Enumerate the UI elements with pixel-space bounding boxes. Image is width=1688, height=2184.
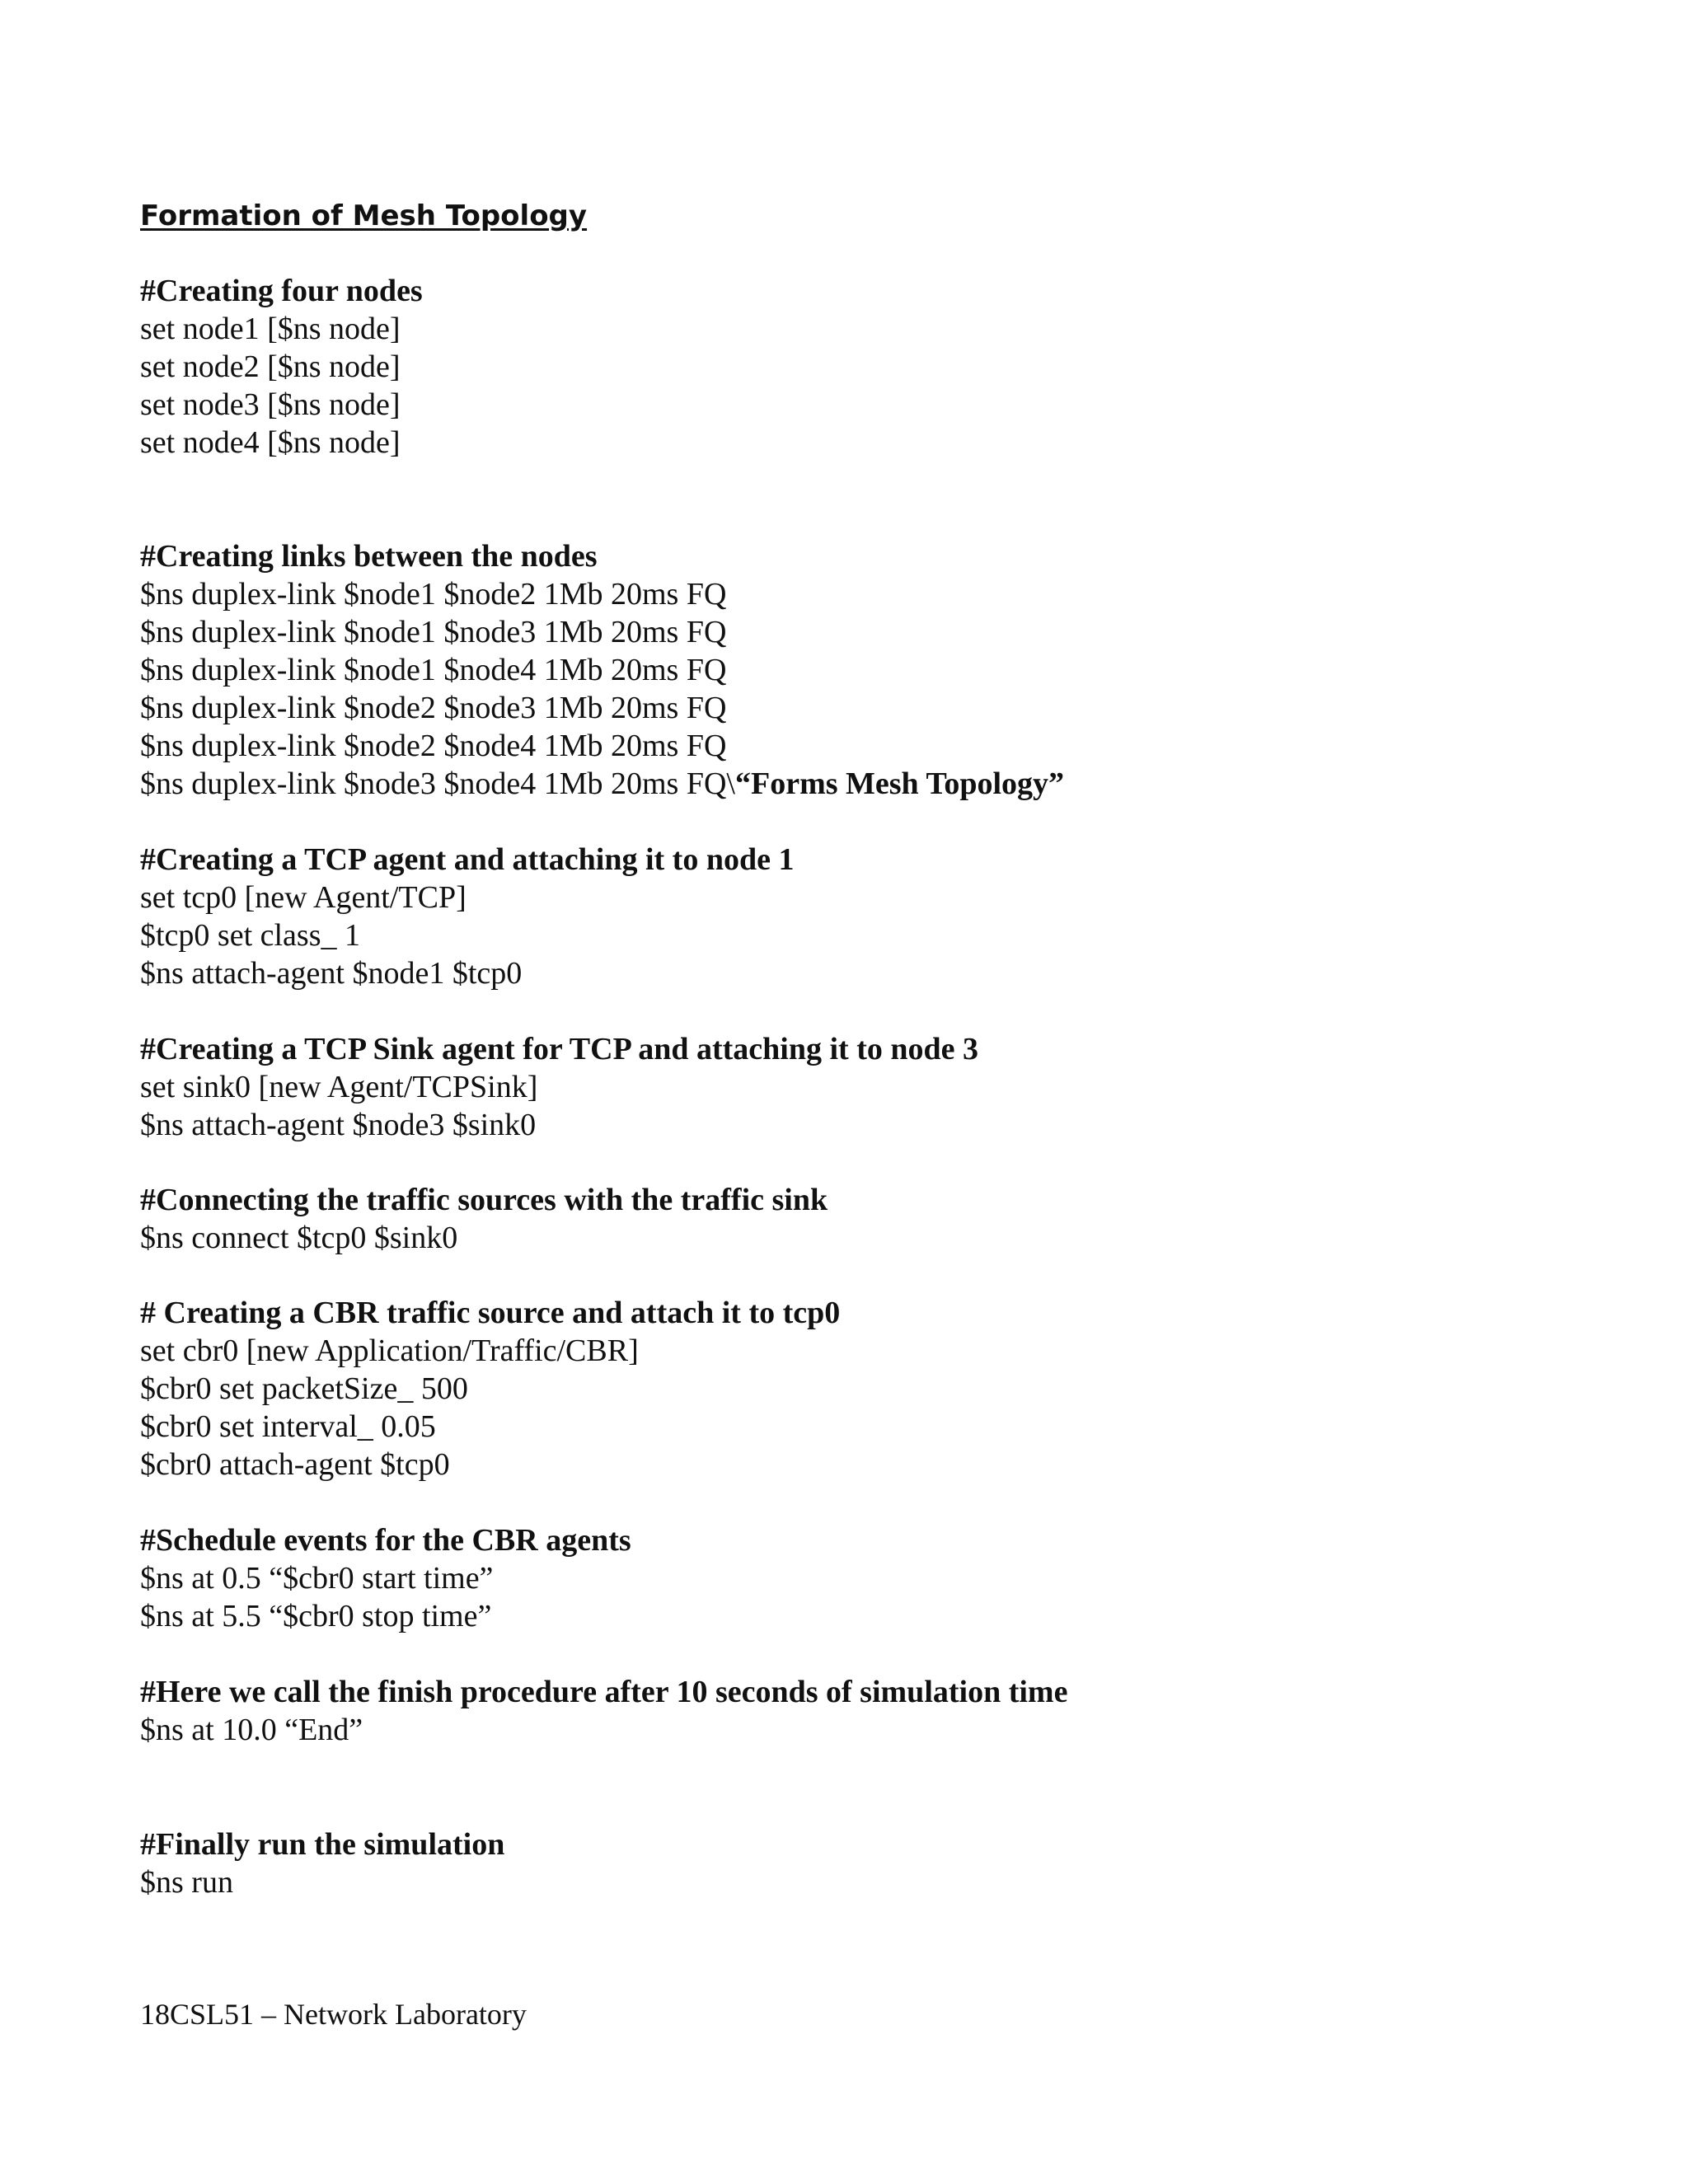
code-line: $ns duplex-link $node1 $node4 1Mb 20ms FQ	[140, 653, 727, 687]
section-heading: #Creating a TCP agent and attaching it to node 1	[140, 842, 795, 877]
code-line: $ns attach-agent $node1 $tcp0	[140, 956, 523, 991]
code-line: $cbr0 set packetSize_ 500	[140, 1371, 468, 1406]
section-heading: #Creating links between the nodes	[140, 539, 598, 574]
section-heading: #Schedule events for the CBR agents	[140, 1523, 631, 1558]
section-creating-nodes	[140, 272, 423, 462]
code-line: $ns duplex-link $node1 $node3 1Mb 20ms FQ	[140, 615, 727, 649]
code-line-mesh	[140, 765, 1064, 803]
code-line: $ns duplex-link $node1 $node2 1Mb 20ms FQ	[140, 577, 727, 612]
page-footer: 18CSL51 – Network Laboratory	[140, 1998, 527, 2031]
section-cbr-source	[140, 1294, 840, 1483]
code-line: set cbr0 [new Application/Traffic/CBR]	[140, 1333, 639, 1368]
code-line: $ns attach-agent $node3 $sink0	[140, 1108, 537, 1142]
code-line: $cbr0 attach-agent $tcp0	[140, 1447, 450, 1482]
code-line: set node4 [$ns node]	[140, 425, 401, 460]
section-finish-procedure	[140, 1673, 1067, 1749]
code-line: $cbr0 set interval_ 0.05	[140, 1409, 436, 1444]
section-connect	[140, 1181, 828, 1257]
code-line: set sink0 [new Agent/TCPSink]	[140, 1070, 538, 1104]
code-line: $ns duplex-link $node2 $node3 1Mb 20ms FQ	[140, 691, 727, 725]
page-title: Formation of Mesh Topology	[140, 199, 588, 232]
section-heading: #Creating a TCP Sink agent for TCP and attaching it to node 3	[140, 1032, 978, 1066]
code-line: $ns run	[140, 1865, 233, 1900]
code-line: $ns at 5.5 “$cbr0 stop time”	[140, 1599, 492, 1633]
code-line: $ns connect $tcp0 $sink0	[140, 1221, 458, 1255]
code-line: set tcp0 [new Agent/TCP]	[140, 880, 467, 915]
code-line: set node1 [$ns node]	[140, 312, 401, 346]
section-creating-links	[140, 537, 1064, 803]
section-heading: #Creating four nodes	[140, 274, 423, 308]
code-line: $tcp0 set class_ 1	[140, 918, 361, 953]
section-heading: #Connecting the traffic sources with the traffic sink	[140, 1183, 828, 1217]
code-line: set node3 [$ns node]	[140, 387, 401, 422]
section-run-simulation	[140, 1825, 504, 1901]
code-line: $ns duplex-link $node2 $node4 1Mb 20ms FQ	[140, 729, 727, 763]
code-line: $ns at 0.5 “$cbr0 start time”	[140, 1561, 494, 1596]
section-tcp-agent	[140, 841, 794, 992]
code-line: $ns at 10.0 “End”	[140, 1713, 363, 1747]
code-text: $ns duplex-link $node3 $node4 1Mb 20ms FQ\	[140, 766, 735, 801]
section-heading: #Here we call the finish procedure after 10 seconds of simulation time	[140, 1675, 1068, 1709]
inline-comment: “Forms Mesh Topology”	[734, 766, 1065, 801]
section-heading: # Creating a CBR traffic source and attach it to tcp0	[140, 1296, 841, 1330]
section-schedule-events	[140, 1521, 631, 1635]
code-line: set node2 [$ns node]	[140, 349, 401, 384]
section-tcp-sink	[140, 1030, 978, 1144]
section-heading: #Finally run the simulation	[140, 1827, 505, 1862]
